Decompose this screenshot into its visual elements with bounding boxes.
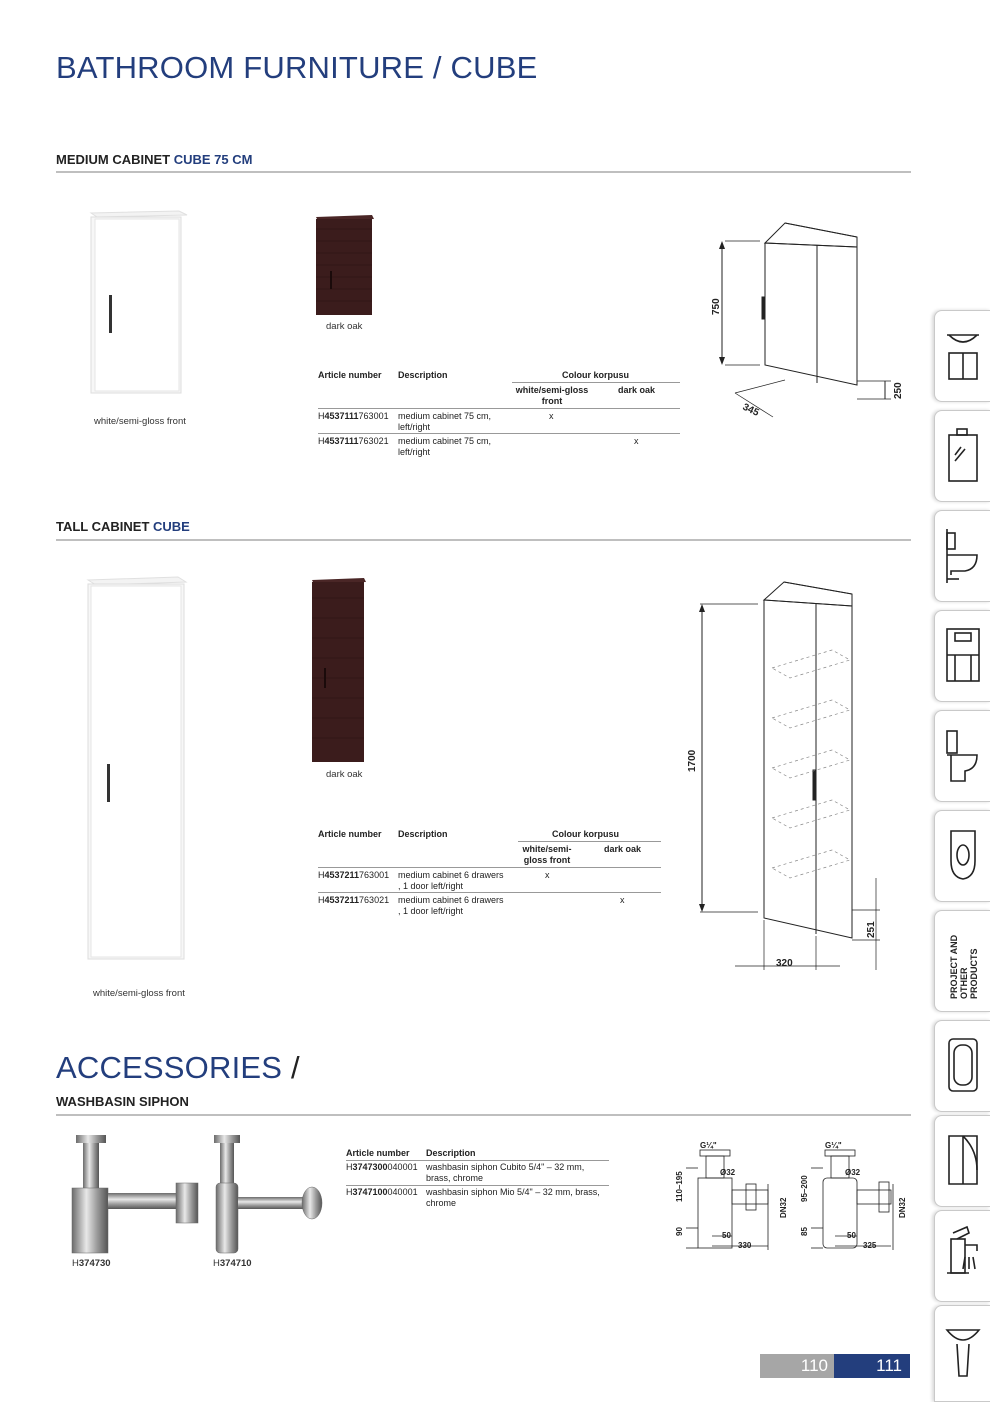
tall-white-caption: white/semi-gloss front [93, 988, 185, 999]
tall-oak-caption: dark oak [326, 769, 363, 780]
medium-oak-caption: dark oak [326, 321, 363, 332]
medium-cabinet-drawing [695, 215, 915, 430]
table-row-2-article: H4537111763021 [318, 436, 389, 446]
table-row-1-white: x [549, 411, 554, 421]
table-row-2-desc: medium cabinet 75 cm, left/right [398, 436, 492, 457]
section-divider [56, 539, 911, 541]
project-products-tab-label: PROJECT AND OTHER PRODUCTS [949, 934, 979, 999]
siphon-cubito-drawing [668, 1138, 788, 1263]
section-label-part1: TALL CABINET [56, 519, 154, 534]
svg-text:Ø32: Ø32 [720, 1168, 736, 1177]
dim-depth-label: 320 [776, 958, 793, 969]
table-row-2-desc: washbasin siphon Mio 5/4" – 32 mm, brass, chrome [426, 1187, 600, 1208]
table-row-1-desc: medium cabinet 6 drawers , 1 door left/right [398, 870, 504, 891]
pedestal-basin-icon [943, 1320, 983, 1380]
page-title [56, 50, 538, 86]
shower-enclosure-icon [943, 1130, 983, 1190]
dim-width-label: 251 [866, 921, 877, 938]
sub-oak-header: dark oak [604, 844, 642, 854]
mirror-icon [943, 425, 983, 485]
bathtub-icon [943, 1035, 983, 1095]
installation-frame-icon [943, 625, 983, 685]
toilet-icon [943, 725, 983, 785]
col-description-header: Description [398, 829, 448, 839]
svg-text:DN32: DN32 [898, 1197, 907, 1218]
urinal-icon [943, 825, 983, 885]
svg-text:325: 325 [863, 1241, 877, 1250]
svg-text:90: 90 [675, 1227, 684, 1236]
siphon-cubito-code: H374730 [72, 1258, 111, 1269]
tab-mirror[interactable] [934, 410, 990, 502]
tab-toilet[interactable] [934, 710, 990, 802]
siphon-mio-code: H374710 [213, 1258, 252, 1269]
table-row-2-oak: x [620, 895, 625, 905]
section-medium-cabinet-label [56, 152, 252, 167]
tab-faucet[interactable] [934, 1210, 990, 1302]
sub-white-header: white/semi-gloss front [522, 844, 572, 865]
sub-oak-header: dark oak [618, 385, 656, 395]
table-row-1-white: x [545, 870, 550, 880]
medium-cabinet-table [318, 370, 683, 460]
tab-bathtub[interactable] [934, 1020, 990, 1112]
tab-washbasin-cabinet[interactable] [934, 310, 990, 402]
col-colour-header: Colour korpusu [552, 829, 619, 839]
section-divider [56, 171, 911, 173]
dim-width-label: 250 [893, 382, 904, 399]
tall-cabinet-drawing [680, 578, 895, 978]
svg-text:50: 50 [722, 1231, 731, 1240]
svg-text:Ø32: Ø32 [845, 1168, 861, 1177]
medium-white-caption: white/semi-gloss front [94, 416, 186, 427]
svg-text:G¼": G¼" [700, 1141, 717, 1150]
washbasin-siphon-label: WASHBASIN SIPHON [56, 1094, 189, 1109]
table-row-2-oak: x [634, 436, 639, 446]
col-colour-header: Colour korpusu [562, 370, 629, 380]
tab-wall-toilet[interactable] [934, 510, 990, 602]
tab-urinal[interactable] [934, 810, 990, 902]
tab-shower-enclosure[interactable] [934, 1115, 990, 1207]
col-article-header: Article number [318, 370, 382, 380]
table-row-1-article: H4537211763001 [318, 870, 390, 880]
siphon-mio-image [208, 1133, 328, 1258]
page-number-bar [760, 1354, 910, 1378]
section-tall-cabinet-label [56, 519, 190, 534]
svg-text:DN32: DN32 [779, 1197, 788, 1218]
col-description-header: Description [426, 1148, 476, 1158]
project-products-tab[interactable] [934, 910, 990, 1012]
table-row-1-article: H3747300040001 [346, 1162, 418, 1172]
dim-height-label: 1700 [687, 749, 698, 772]
dim-depth-label: 345 [740, 401, 761, 419]
tall-cabinet-white-image [80, 572, 195, 962]
siphon-mio-drawing [795, 1138, 915, 1263]
col-article-header: Article number [318, 829, 382, 839]
section-divider [56, 1114, 911, 1116]
medium-cabinet-white-image [85, 205, 195, 395]
page-number-left: 110 [760, 1354, 834, 1378]
medium-cabinet-dark-oak-image [316, 215, 376, 317]
faucet-icon [943, 1225, 983, 1285]
tab-installation-frame[interactable] [934, 610, 990, 702]
svg-text:G¼": G¼" [825, 1141, 842, 1150]
sub-white-header: white/semi-gloss front [515, 385, 589, 406]
tall-cabinet-table [318, 829, 663, 919]
table-row-2-desc: medium cabinet 6 drawers , 1 door left/right [398, 895, 504, 916]
accessories-title-text: ACCESSORIES [56, 1050, 283, 1085]
section-label-part2: CUBE 75 CM [173, 152, 253, 167]
tab-pedestal-basin[interactable] [934, 1305, 990, 1402]
svg-text:110–195: 110–195 [675, 1171, 684, 1202]
table-row-2-article: H3747100040001 [346, 1187, 418, 1197]
table-row-1-article: H4537111763001 [318, 411, 389, 421]
washbasin-cabinet-icon [943, 325, 983, 385]
wall-toilet-icon [943, 525, 983, 585]
table-row-2-article: H4537211763021 [318, 895, 390, 905]
col-description-header: Description [398, 370, 448, 380]
accessories-title: ACCESSORIES / [56, 1050, 300, 1085]
svg-text:330: 330 [738, 1241, 752, 1250]
siphon-cubito-image [68, 1133, 213, 1258]
table-row-1-desc: medium cabinet 75 cm, left/right [398, 411, 492, 432]
dim-height-label: 750 [711, 298, 722, 315]
table-row-1-desc: washbasin siphon Cubito 5/4" – 32 mm, brass, chrome [426, 1162, 585, 1183]
col-article-header: Article number [346, 1148, 410, 1158]
section-label-part2: CUBE [153, 519, 190, 534]
page-number-right: 111 [834, 1354, 910, 1378]
section-label-part1: MEDIUM CABINET [56, 152, 174, 167]
tall-cabinet-dark-oak-image [312, 578, 368, 764]
svg-text:95–200: 95–200 [800, 1175, 809, 1202]
siphon-table [346, 1148, 611, 1218]
svg-text:50: 50 [847, 1231, 856, 1240]
svg-text:85: 85 [800, 1227, 809, 1236]
page-title-text: BATHROOM FURNITURE / CUBE [56, 50, 538, 85]
